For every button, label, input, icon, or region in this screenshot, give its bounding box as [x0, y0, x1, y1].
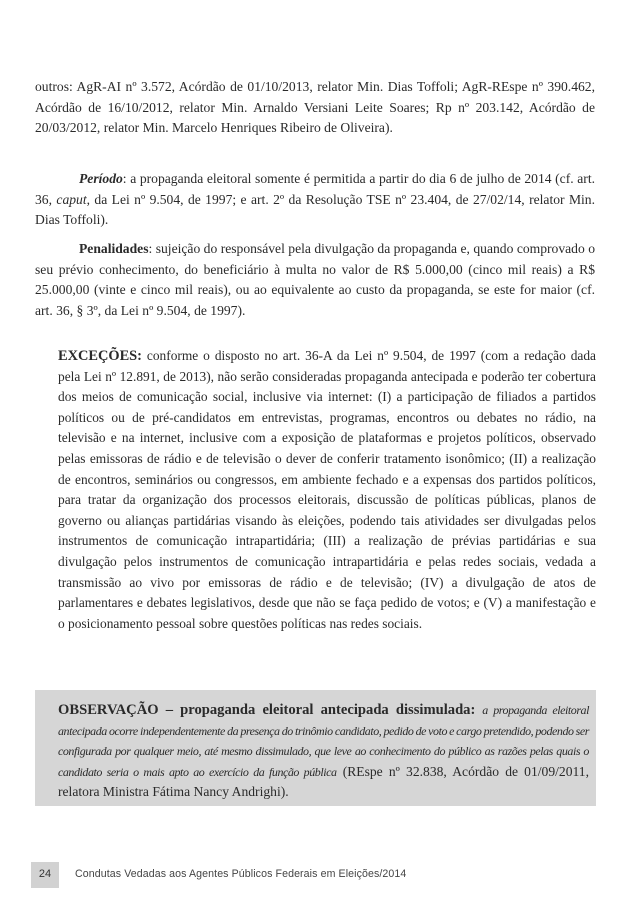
- continuation-text: outros: AgR-AI nº 3.572, Acórdão de 01/10/2013, relator Min. Dias Toffoli; AgR-REspe nº 390.462, Acórdão de 16/10/2012, relator Min. Arnaldo Versiani Leite Soares; Rp nº 203.142, Acórdão de 20/03/2012, relator Min. Marcelo Henriques Ribeiro de Oliveira).: [35, 79, 595, 136]
- observacao-citation: (REspe nº 32.838, Acórdão de 01/09/2011, relatora Ministra Fátima Nancy Andrighi).: [58, 763, 589, 800]
- observacao-title: OBSERVAÇÃO – propaganda eleitoral antecipada dissimulada:: [58, 702, 476, 718]
- excecoes-paragraph: [58, 346, 596, 634]
- periodo-title: Período: [79, 171, 123, 186]
- observacao-box: [35, 690, 596, 806]
- observacao-italic-text: a propaganda eleitoral antecipada ocorre independentemente da presença do trinômio candidato, pedido de voto e cargo pretendido, podendo ser configurada por qualquer meio, até mesmo dissimulado, que leve ao conhecimento do público as razões pelas quais o candidato seria o mais apto ao exercício da função pública: [58, 703, 589, 779]
- footer-title: Condutas Vedadas aos Agentes Públicos Federais em Eleições/2014: [75, 868, 407, 880]
- excecoes-text: conforme o disposto no art. 36-A da Lei nº 9.504, de 1997 (com a redação dada pela Lei nº 12.891, de 2013), não serão consideradas propaganda antecipada e poderão ter cobertura dos meios de comunicação social, inclusive via internet: (I) a participação de filiados a partidos políticos ou de pré-candidatos em entrevistas, programas, encontros ou debates no rádio, na televisão e na internet, inclusive com a exposição de plataformas e projetos políticos, observado pelas emissoras de rádio e de televisão o dever de conferir tratamento isonômico; (II) a realização de encontros, seminários ou congressos, em ambiente fechado e a expensas dos partidos políticos, para tratar da organização dos processos eleitorais, discussão de políticas públicas, planos de governo ou alianças partidárias visando às eleições, podendo tais atividades ser divulgadas pelos instrumentos de comunicação intrapartidária; (III) a realização de prévias partidárias e sua divulgação pelos instrumentos de comunicação intrapartidária e pelas redes sociais, vedada a transmissão ao vivo por emissoras de rádio e de televisão; (IV) a divulgação de atos de parlamentares e debates legislativos, desde que não se faça pedido de votos; e (V) a manifestação e o posicionamento pessoal sobre questões políticas nas redes sociais.: [58, 348, 596, 631]
- excecoes-title: EXCEÇÕES:: [58, 348, 142, 364]
- penalidades-title: Penalidades: [79, 241, 149, 256]
- periodo-text-b: , da Lei nº 9.504, de 1997; e art. 2º da Resolução TSE nº 23.404, de 27/02/14, relator Min. Dias Toffoli).: [35, 191, 596, 228]
- continuation-paragraph: [35, 77, 595, 139]
- periodo-caput: caput: [56, 191, 87, 207]
- periodo-text-a: : a propaganda eleitoral somente é permitida a partir do dia 6 de julho de 2014 (cf. art. 36,: [35, 171, 595, 207]
- page-number: 24: [38, 868, 52, 880]
- observacao-paragraph: [58, 700, 589, 803]
- penalidades-paragraph: [35, 239, 595, 321]
- periodo-paragraph: [35, 169, 595, 231]
- penalidades-text: : sujeição do responsável pela divulgação da propaganda e, quando comprovado o seu prévio conhecimento, do beneficiário à multa no valor de R$ 5.000,00 (cinco mil reais) a R$ 25.000,00 (vinte e cinco mil reais), ou ao equivalente ao custo da propaganda, se este for maior (cf. art. 36, § 3º, da Lei nº 9.504, de 1997).: [35, 241, 595, 318]
- page-number-badge: [31, 862, 59, 888]
